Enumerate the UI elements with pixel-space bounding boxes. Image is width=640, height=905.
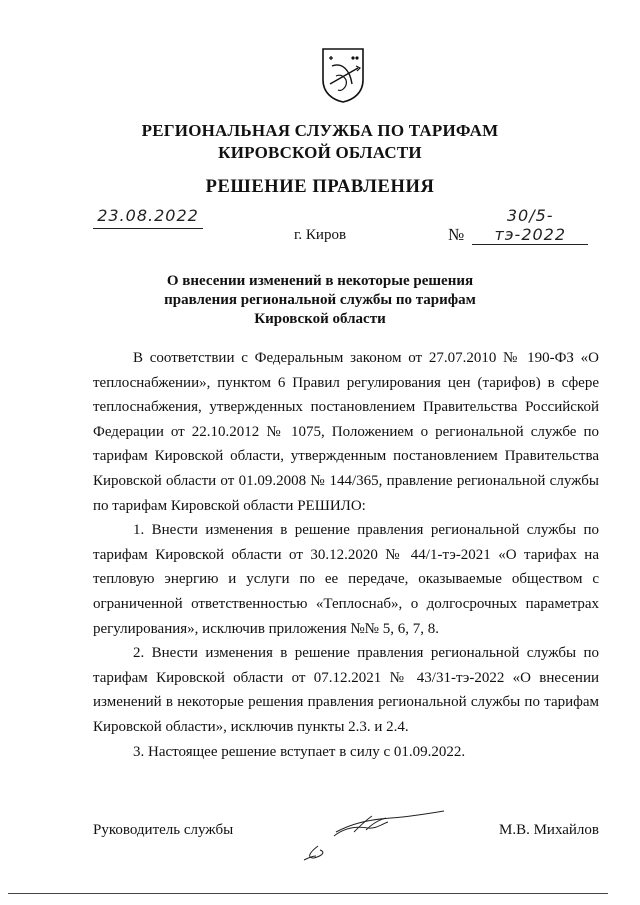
document-title: РЕШЕНИЕ ПРАВЛЕНИЯ	[205, 177, 435, 197]
page-bottom-rule	[8, 893, 608, 894]
item-3-paragraph: 3. Настоящее решение вступает в силу с 01.09.2022.	[133, 743, 466, 760]
item-1-paragraph: 1. Внести изменения в решение правления региональной службы по тарифам Кировской области от 30.12.2020 № 44/1-тэ-2021 «О тарифах на тепловую энергию и услуги по ее передаче, оказываемые обществом с ограниченной ответственностью «Теплоснаб», о долгосрочных параметрах регулирования», исключив приложения №№ 5, 6, 7, 8.	[93, 522, 599, 637]
signatory-position: Руководитель службы	[93, 822, 234, 838]
document-date: 23.08.2022	[93, 206, 203, 229]
handwritten-signature-icon	[296, 806, 446, 866]
organization-name-line1: РЕГИОНАЛЬНАЯ СЛУЖБА ПО ТАРИФАМ	[141, 121, 499, 140]
item-2-paragraph: 2. Внести изменения в решение правления региональной службы по тарифам Кировской области от 07.12.2021 № 43/31-тэ-2022 «О внесении изменений в некоторые решения правления региональной службы по тарифам Кировской области», исключив пункты 2.3. и 2.4.	[93, 645, 599, 735]
preamble-paragraph: В соответствии с Федеральным законом от 27.07.2010 № 190-ФЗ «О теплоснабжении», пунктом 6 Правил регулирования цен (тарифов) в сфере теплоснабжения, утвержденных постановлением Правительства Российской Федерации от 22.10.2012 № 1075, Положением о региональной службе по тарифам Кировской области, утвержденным постановлением Правительства Кировской области от 01.09.2008 № 144/365, правление региональной службы по тарифам Кировской области РЕШИЛО:	[93, 350, 599, 514]
organization-name	[0, 120, 640, 164]
document-city: г. Киров	[293, 227, 347, 243]
signatory-name: М.В. Михайлов	[498, 822, 599, 838]
organization-name-line2: КИРОВСКОЙ ОБЛАСТИ	[218, 143, 422, 162]
document-number: 30/5-тэ-2022	[472, 206, 588, 245]
coat-of-arms-icon	[320, 46, 366, 104]
number-sign: №	[448, 225, 465, 244]
subject-line3: Кировской области	[254, 311, 386, 327]
document-subject	[0, 272, 640, 329]
subject-line2: правления региональной службы по тарифам	[164, 292, 476, 308]
subject-line1: О внесении изменений в некоторые решения	[166, 273, 474, 289]
document-body	[93, 346, 599, 764]
